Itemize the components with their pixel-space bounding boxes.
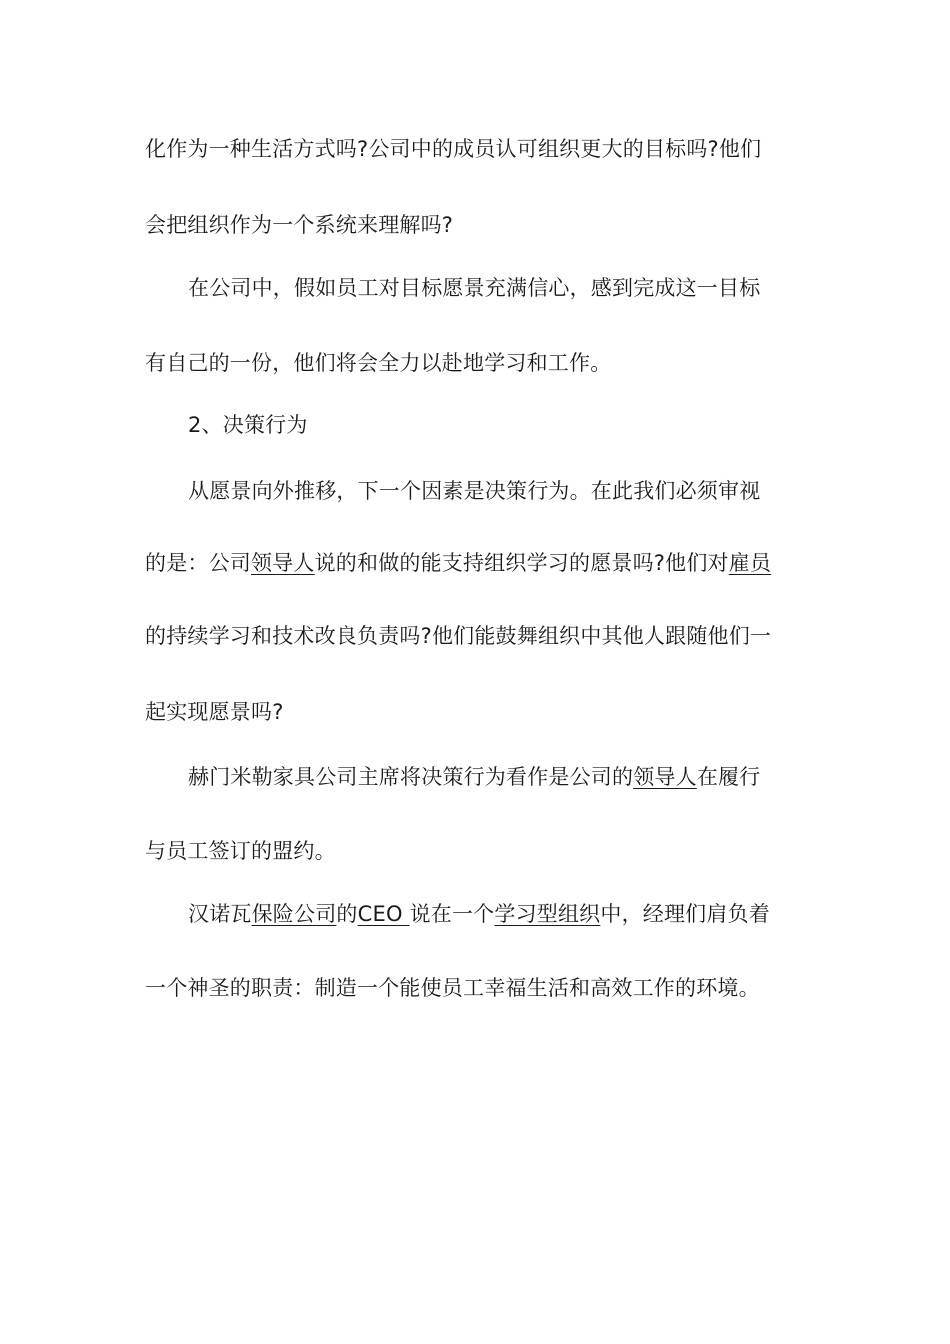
paragraph-3-line-3: 的持续学习和技术改良负责吗?他们能鼓舞组织中其他人跟随他们一 [145,624,772,648]
paragraph-5-line-1-text-c: 说在一个 [409,902,495,926]
paragraph-5-line-1-text-b: 的 [336,902,358,926]
paragraph-5-line-2: 一个神圣的职责：制造一个能使员工幸福生活和高效工作的环境。 [145,976,760,1000]
paragraph-3-line-2 [145,548,815,578]
paragraph-1-line-2: 会把组织作为一个系统来理解吗? [145,213,454,237]
paragraph-1-line-1: 化作为一种生活方式吗?公司中的成员认可组织更大的目标吗?他们 [145,137,762,161]
link-leader-2[interactable]: 领导人 [633,765,697,789]
paragraph-3-line-4: 起实现愿景吗? [145,700,284,724]
paragraph-3-line-1: 从愿景向外推移，下一个因素是决策行为。在此我们必须审视 [188,479,761,503]
paragraph-3-line-2-text-b: 说的和做的能支持组织学习的愿景吗?他们对 [314,551,729,575]
paragraph-5-line-1-text-a: 汉诺瓦 [188,902,252,926]
link-ceo[interactable]: CEO [357,902,410,926]
paragraph-5-line-1-text-d: 中，经理们肩负着 [600,902,770,926]
link-leader[interactable]: 领导人 [251,551,315,575]
paragraph-2-line-1: 在公司中，假如员工对目标愿景充满信心，感到完成这一目标 [188,276,761,300]
paragraph-4-line-1-text-b: 在履行 [696,765,761,789]
link-learning-organization[interactable]: 学习型组织 [494,902,601,926]
paragraph-4-line-1 [188,762,858,792]
paragraph-2-line-2: 有自己的一份，他们将会全力以赴地学习和工作。 [145,351,612,375]
section-heading: 2、决策行为 [188,413,308,437]
paragraph-5-line-1 [188,899,858,929]
paragraph-4-line-1-text-a: 赫门米勒家具公司主席将决策行为看作是公司的 [188,765,634,789]
link-employee[interactable]: 雇员 [728,551,772,575]
paragraph-4-line-2: 与员工签订的盟约。 [145,839,336,863]
paragraph-3-line-2-text-a: 的是：公司 [145,551,251,575]
link-insurance-company[interactable]: 保险公司 [251,902,337,926]
